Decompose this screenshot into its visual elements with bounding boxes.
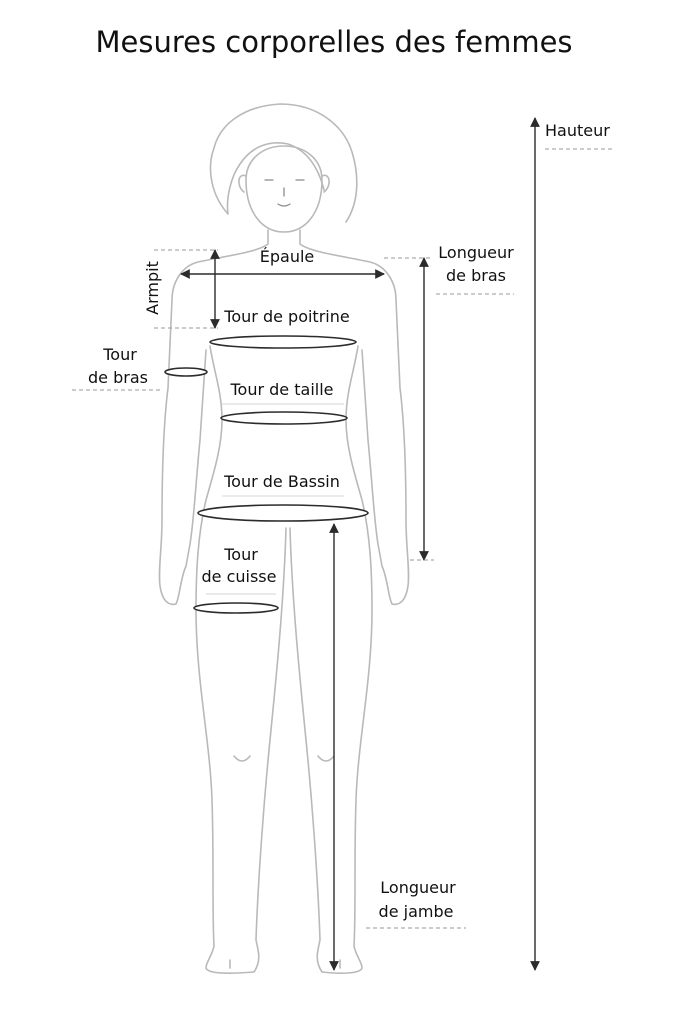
ring-guides	[206, 404, 344, 594]
label-armpit: Armpit	[143, 261, 162, 315]
waist-ring	[221, 412, 347, 424]
label-bust: Tour de poitrine	[224, 307, 350, 326]
nose-mouth	[278, 188, 290, 206]
label-leg-length-line2: de jambe	[378, 902, 454, 921]
label-thigh-line2: de cuisse	[201, 567, 277, 586]
body-figure	[159, 104, 408, 973]
labels	[88, 121, 610, 921]
label-thigh-line1: Tour	[224, 545, 258, 564]
label-arm-length-line2: de bras	[446, 266, 506, 285]
hip-ring	[198, 505, 368, 521]
label-waist: Tour de taille	[230, 380, 334, 399]
hair-outline	[210, 104, 356, 222]
label-arm-length-line1: Longueur	[438, 243, 514, 262]
label-shoulder: Épaule	[259, 247, 315, 266]
thigh-ring	[194, 603, 278, 613]
diagram-title: Mesures corporelles des femmes	[95, 25, 573, 59]
label-leg-length-line1: Longueur	[380, 878, 456, 897]
measurement-lines	[72, 118, 615, 970]
label-hip: Tour de Bassin	[224, 472, 340, 491]
knee-details	[230, 756, 340, 968]
label-arm-circ-line1: Tour	[103, 345, 137, 364]
label-arm-circ-line2: de bras	[88, 368, 148, 387]
label-height: Hauteur	[545, 121, 610, 140]
bust-ring	[210, 336, 356, 348]
arm-ring	[165, 368, 207, 376]
